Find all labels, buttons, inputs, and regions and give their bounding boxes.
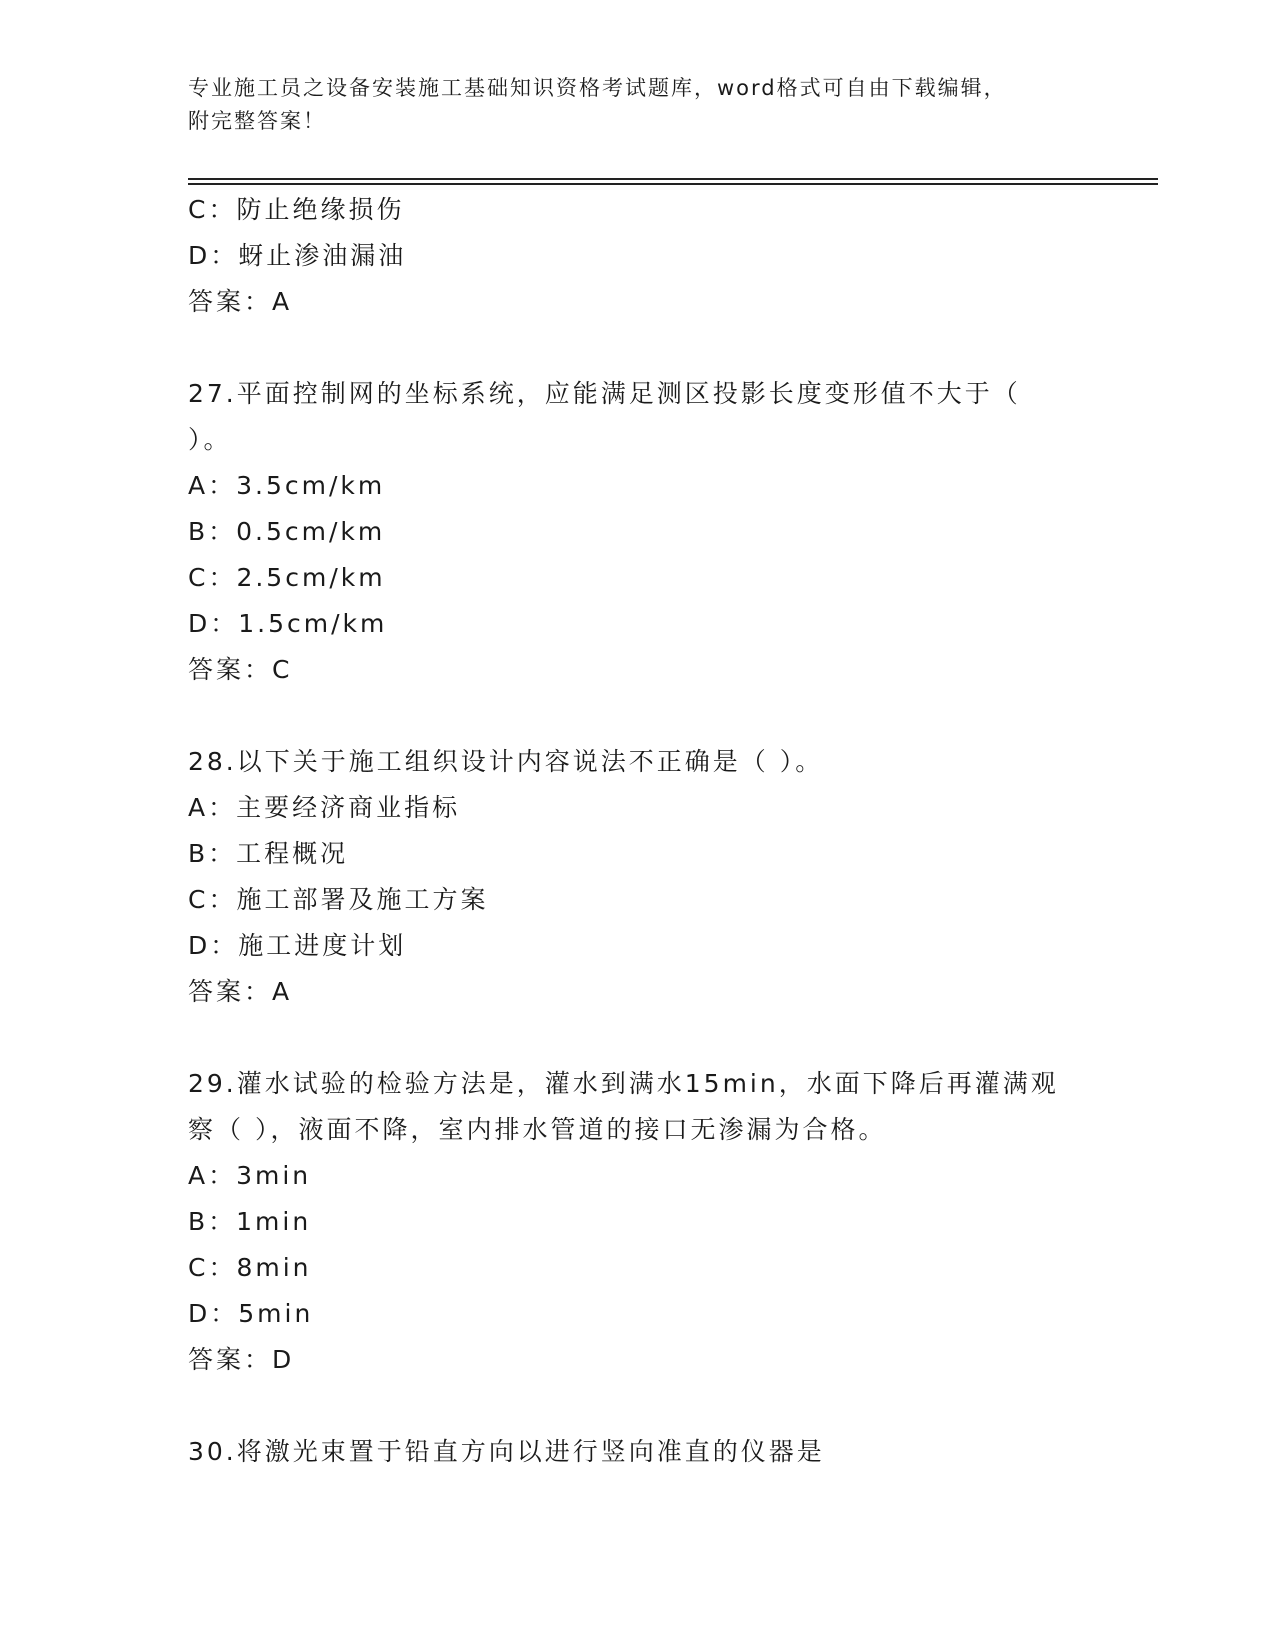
option-a: A：3.5cm/km [188,471,386,500]
spacer [188,325,1088,371]
answer-value: A [272,287,292,316]
option-c: C：防止绝缘损伤 [188,195,405,224]
question-text: 27.平面控制网的坐标系统，应能满足测区投影长度变形值不大于（ [188,379,1021,408]
question-27 [188,371,1088,693]
question-text: 29.灌水试验的检验方法是，灌水到满水15min，水面下降后再灌满观 [188,1069,1059,1098]
spacer [188,693,1088,739]
option-b: B：工程概况 [188,839,349,868]
option-a: A：3min [188,1161,312,1190]
answer-value: C [272,655,292,684]
header-divider-top [188,178,1158,180]
question-list [188,187,1088,1475]
header-divider-bottom [188,183,1158,185]
question-text: 28.以下关于施工组织设计内容说法不正确是（ ）。 [188,747,824,776]
option-d: D：施工进度计划 [188,931,407,960]
option-c: C：8min [188,1253,312,1282]
answer-label: 答案： [188,287,273,316]
question-text: 30.将激光束置于铅直方向以进行竖向准直的仪器是 [188,1437,825,1466]
answer-line [188,647,1088,693]
answer-line [188,969,1088,1015]
answer-label: 答案： [188,655,273,684]
question-26-tail [188,187,1088,325]
question-28 [188,739,1088,1015]
answer-line [188,1337,1088,1383]
spacer [188,1015,1088,1061]
document-header [188,72,1068,138]
answer-label: 答案： [188,977,273,1006]
option-d: D：蚜止渗油漏油 [188,241,407,270]
answer-label: 答案： [188,1345,273,1374]
option-d: D：5min [188,1299,314,1328]
option-b: B：0.5cm/km [188,517,386,546]
spacer [188,1383,1088,1429]
answer-value: A [272,977,292,1006]
option-b: B：1min [188,1207,312,1236]
question-30 [188,1429,1088,1475]
option-c: C：施工部署及施工方案 [188,885,489,914]
question-text-cont: 察（ ），液面不降，室内排水管道的接口无渗漏为合格。 [188,1115,887,1144]
option-d: D：1.5cm/km [188,609,388,638]
option-c: C：2.5cm/km [188,563,386,592]
answer-line [188,279,1088,325]
header-line-1: 专业施工员之设备安装施工基础知识资格考试题库，word格式可自由下载编辑， [188,76,1007,100]
header-line-2: 附完整答案！ [188,109,326,133]
question-29 [188,1061,1088,1383]
answer-value: D [272,1345,294,1374]
option-a: A：主要经济商业指标 [188,793,461,822]
question-text-cont: ）。 [188,425,232,454]
